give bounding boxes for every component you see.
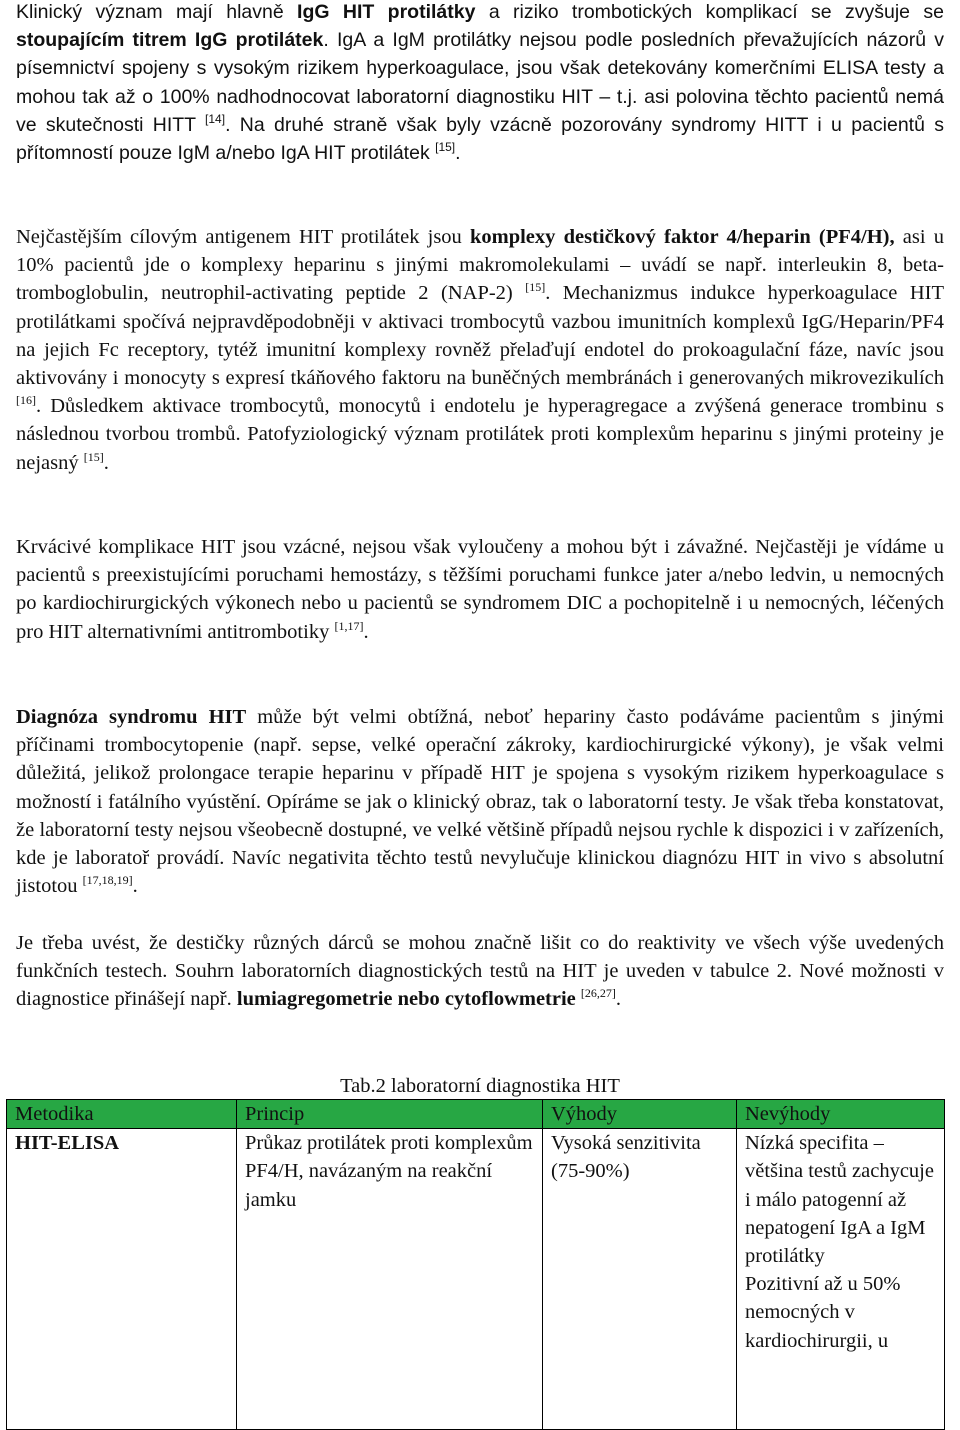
text-run: asi u 10% pacientů jde o komplexy heparinu s jinými makromolekulami – uvádí se např. interleukin 8, beta-tromboglobulin, neutrophil-activating peptide 2 (NAP-2) bbox=[16, 226, 944, 305]
table-header-row bbox=[7, 1100, 945, 1129]
emphasis-stoupajici-titr: stoupajícím titrem IgG protilátek bbox=[16, 29, 324, 52]
text-run: Klinický význam mají hlavně bbox=[16, 1, 298, 23]
citation-ref: [15] bbox=[435, 140, 456, 155]
paragraph-target-antigen bbox=[16, 223, 944, 477]
citation-ref: [26,27] bbox=[580, 986, 616, 1001]
citation-ref: [15] bbox=[83, 449, 104, 464]
cell-nevyhody bbox=[737, 1129, 945, 1430]
paragraph-platelet-reactivity bbox=[16, 929, 944, 1014]
cell-vyhody: Vysoká senzitivita (75-90%) bbox=[543, 1129, 737, 1430]
paragraph-diagnosis bbox=[16, 703, 944, 900]
text-run: Je třeba uvést, že destičky různých dárců se mohou značně lišit co do reaktivity ve všech výše uvedených funkčních testech. Souhrn laboratorních diagnostických testů na HIT je uveden v tabulce 2. Nové možnosti v diagnostice přinášejí např. bbox=[16, 932, 944, 1011]
paragraph-bleeding-complications bbox=[16, 533, 944, 646]
column-header-vyhody: Výhody bbox=[543, 1100, 737, 1129]
cell-nevyhody-line-2: Pozitivní až u 50% nemocných v kardiochirurgii, u bbox=[745, 1273, 901, 1352]
table-caption: Tab.2 laboratorní diagnostika HIT bbox=[340, 1075, 620, 1097]
cell-metodika bbox=[7, 1129, 237, 1430]
text-run: . bbox=[455, 142, 461, 165]
text-run: . bbox=[132, 875, 138, 898]
column-header-princip: Princip bbox=[237, 1100, 543, 1129]
citation-ref: [17,18,19] bbox=[82, 873, 133, 888]
text-run: může být velmi obtížná, neboť hepariny často podáváme pacientům s jinými příčinami trombocytopenie (např. sepse, velké operační zákroky, kardiochirurgické výkony), je však velmi důležitá, jelikož prolongace terapie heparinu v případě HIT je spojena s vysokým rizikem hyperkoagulace s možností i fatálního vyústění. Opíráme se jak o klinický obraz, tak o laboratorní testy. Je však třeba konstatovat, že laboratorní testy nejsou všeobecně dostupné, ve velké většině případů nejsou rychle k dispozici i v zařízeních, kde je laboratoř provádí. Navíc negativita těchto testů nevylučuje klinickou diagnózu HIT in vivo s absolutní jistotou bbox=[16, 706, 944, 898]
column-header-metodika: Metodika bbox=[7, 1100, 237, 1129]
emphasis-igg-hit-protilatky: IgG HIT protilátky bbox=[297, 1, 476, 23]
emphasis-lumiagregometrie: lumiagregometrie nebo cytoflowmetrie bbox=[236, 988, 576, 1011]
text-run: . Mechanizmus indukce hyperkoagulace HIT protilátkami spočívá nejpravděpodobněji v aktivaci trombocytů vazbou imunitních komplexů IgG/Heparin/PF4 na jejich Fc receptory, tytéž imunitní komplexy rovněž přelaďují endotel do prokoagulační fáze, navíc jsou aktivovány i monocyty s expresí tkáňového faktoru na buněčných membránách i generovaných mikrovezikulích bbox=[16, 282, 944, 390]
text-run: . bbox=[615, 988, 622, 1011]
cell-princip: Průkaz protilátek proti komplexům PF4/H, navázaným na reakční jamku bbox=[237, 1129, 543, 1430]
cell-metodika-text: HIT-ELISA bbox=[15, 1132, 120, 1155]
emphasis-diagnoza-syndromu-hit: Diagnóza syndromu HIT bbox=[16, 706, 247, 728]
emphasis-komplexy-pf4-heparin: komplexy destičkový faktor 4/heparin (PF4/H), bbox=[469, 226, 895, 248]
text-run: . bbox=[103, 451, 109, 474]
column-header-nevyhody: Nevýhody bbox=[737, 1100, 945, 1129]
citation-ref: [16] bbox=[16, 393, 36, 408]
citation-ref: [15] bbox=[525, 280, 546, 295]
citation-ref: [1,17] bbox=[334, 618, 364, 633]
text-run: Nejčastějším cílovým antigenem HIT protilátek jsou bbox=[16, 226, 470, 248]
lab-diagnostics-table bbox=[6, 1099, 945, 1430]
citation-ref: [14] bbox=[205, 111, 226, 126]
text-run: . Důsledkem aktivace trombocytů, monocytů i endotelu je hyperagregace a zvýšená generace trombinu s následnou tvorbou trombů. Patofyziologický význam protilátek proti komplexům heparinu s jinými proteiny je nejasný bbox=[16, 395, 944, 474]
text-run: . Na druhé straně však byly vzácně pozorovány syndromy HITT i u pacientů s přítomností pouze IgM a/nebo IgA HIT protilátek bbox=[16, 113, 944, 165]
text-run: a riziko trombotických komplikací se zvyšuje se bbox=[475, 1, 944, 23]
cell-nevyhody-line-1: Nízká specifita – většina testů zachycuje i málo patogenní až nepatogení IgA a IgM protilátky bbox=[745, 1132, 934, 1268]
text-run: Krvácivé komplikace HIT jsou vzácné, nejsou však vyloučeny a mohou být i závažné. Nejčastěji je vídáme u pacientů s preexistujícími poruchami hemostázy, s těžšími poruchami funkce jater a/nebo ledvin, u nemocných po kardiochirurgických výkonech nebo u pacientů se syndromem DIC a pochopitelně i u nemocných, léčených pro HIT alternativními antitrombotiky bbox=[16, 536, 944, 643]
text-run: . IgA a IgM protilátky nejsou podle posledních převažujících názorů v písemnictví spojeny s vysokým rizikem hyperkoagulace, jsou však detekovány komerčními ELISA testy a mohou tak až o 100% nadhodnocovat laboratorní diagnostiku HIT – t.j. asi polovina těchto pacientů nemá ve skutečnosti HITT bbox=[16, 29, 945, 136]
paragraph-igg-significance bbox=[16, 0, 944, 167]
table-row bbox=[7, 1129, 945, 1430]
text-run: . bbox=[363, 620, 369, 643]
